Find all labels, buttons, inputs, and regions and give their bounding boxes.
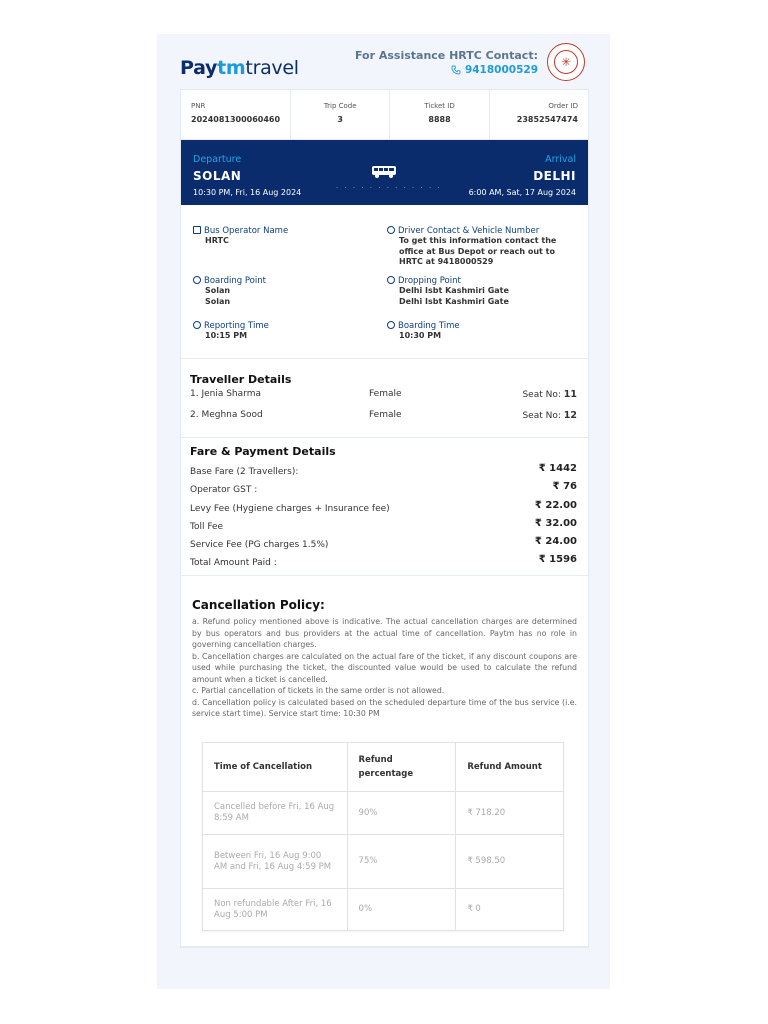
bus-icon	[371, 164, 397, 183]
journey-info	[181, 205, 588, 359]
fare-row: Levy Fee (Hygiene charges + Insurance fee) ₹ 22.00	[190, 500, 577, 514]
assistance-phone-number[interactable]: 9418000529	[464, 64, 538, 76]
user-icon	[387, 226, 395, 234]
order-id-cell: Order ID 23852547474	[516, 102, 578, 124]
refund-table	[202, 742, 564, 931]
route-banner	[181, 140, 588, 205]
departure-city: SOLAN	[193, 169, 242, 183]
arrival-label: Arrival	[545, 154, 576, 165]
policy-point: d. Cancellation policy is calculated based on the scheduled departure time of the bus service (i.e. service start time). Service start time: 10:30 PM	[192, 697, 577, 718]
ticket-card	[180, 89, 589, 948]
fare-details	[181, 438, 588, 576]
assistance-block	[355, 49, 538, 76]
cancellation-title: Cancellation Policy:	[192, 598, 325, 612]
ticket-ids	[181, 90, 588, 140]
fare-row: Service Fee (PG charges 1.5%) ₹ 24.00	[190, 536, 577, 550]
fare-row: Toll Fee ₹ 32.00	[190, 518, 577, 532]
table-row: Between Fri, 16 Aug 9:00 AM and Fri, 16 Aug 4:59 PM 75% ₹ 598.50	[203, 835, 564, 889]
assistance-phone[interactable]	[355, 64, 538, 76]
fare-title: Fare & Payment Details	[190, 445, 336, 458]
ticket-sheet	[157, 34, 610, 989]
table-header: Refund percentage	[347, 743, 456, 792]
hrtc-seal-logo	[547, 43, 585, 81]
table-header: Time of Cancellation	[203, 743, 348, 792]
policy-point: a. Refund policy mentioned above is indicative. The actual cancellation charges are determined by bus operators and bus providers at the actual time of cancellation. Paytm has no role in governing cancellation charges.	[192, 617, 577, 649]
clock-icon	[193, 321, 201, 329]
traveller-row: 2. Meghna Sood Female Seat No: 12	[190, 410, 577, 421]
fare-total-row: Total Amount Paid : ₹ 1596	[190, 554, 577, 568]
departure-time: 10:30 PM, Fri, 16 Aug 2024	[193, 188, 302, 197]
table-row: Non refundable After Fri, 16 Aug 5:00 PM 0% ₹ 0	[203, 889, 564, 931]
policy-point: c. Partial cancellation of tickets in the same order is not allowed.	[192, 686, 445, 695]
traveller-details	[181, 359, 588, 438]
cancellation-policy	[181, 576, 588, 947]
trip-code-cell: Trip Code 3	[291, 90, 390, 139]
route-dots: · · · · · · · · · · · · ·	[336, 184, 442, 192]
paytm-travel-logo: Paytmtravel	[180, 57, 299, 79]
operator-block: Bus Operator Name HRTC	[193, 226, 288, 247]
arrival-city: DELHI	[533, 169, 576, 183]
location-icon	[193, 276, 201, 284]
assistance-label: For Assistance HRTC Contact:	[354, 49, 538, 62]
policy-text	[192, 616, 577, 720]
fare-row: Base Fare (2 Travellers): ₹ 1442	[190, 463, 577, 477]
dropping-point-block: Dropping Point Delhi Isbt Kashmiri Gate Delhi Isbt Kashmiri Gate	[387, 276, 509, 307]
driver-contact-block: Driver Contact & Vehicle Number To get this information contact the office at Bus Depot or reach out to HRTC at 9418000529	[387, 226, 573, 268]
table-header: Refund Amount	[456, 743, 564, 792]
departure-label: Departure	[193, 154, 242, 165]
fare-row: Operator GST : ₹ 76	[190, 481, 577, 495]
location-icon	[387, 276, 395, 284]
traveller-title: Traveller Details	[190, 373, 292, 386]
arrival-time: 6:00 AM, Sat, 17 Aug 2024	[468, 188, 576, 197]
ticket-id-cell: Ticket ID 8888	[390, 90, 489, 139]
phone-icon	[451, 65, 461, 75]
boarding-point-block: Boarding Point Solan Solan	[193, 276, 266, 307]
clock-icon	[387, 321, 395, 329]
table-row: Cancelled before Fri, 16 Aug 8:59 AM 90% ₹ 718.20	[203, 792, 564, 835]
pnr-cell: PNR 2024081300060460	[181, 90, 291, 139]
policy-point: b. Cancellation charges are calculated on the actual fare of the ticket, if any discount coupons are used while purchasing the ticket, the discounted value would be used to calculate the refund amount when a ticket is cancelled.	[192, 651, 577, 684]
seal-emblem-icon: ✳	[554, 50, 578, 74]
traveller-row: 1. Jenia Sharma Female Seat No: 11	[190, 389, 577, 400]
boarding-time-block: Boarding Time 10:30 PM	[387, 321, 460, 342]
reporting-time-block: Reporting Time 10:15 PM	[193, 321, 269, 342]
document-icon	[193, 226, 201, 234]
table-header-row	[203, 743, 564, 792]
